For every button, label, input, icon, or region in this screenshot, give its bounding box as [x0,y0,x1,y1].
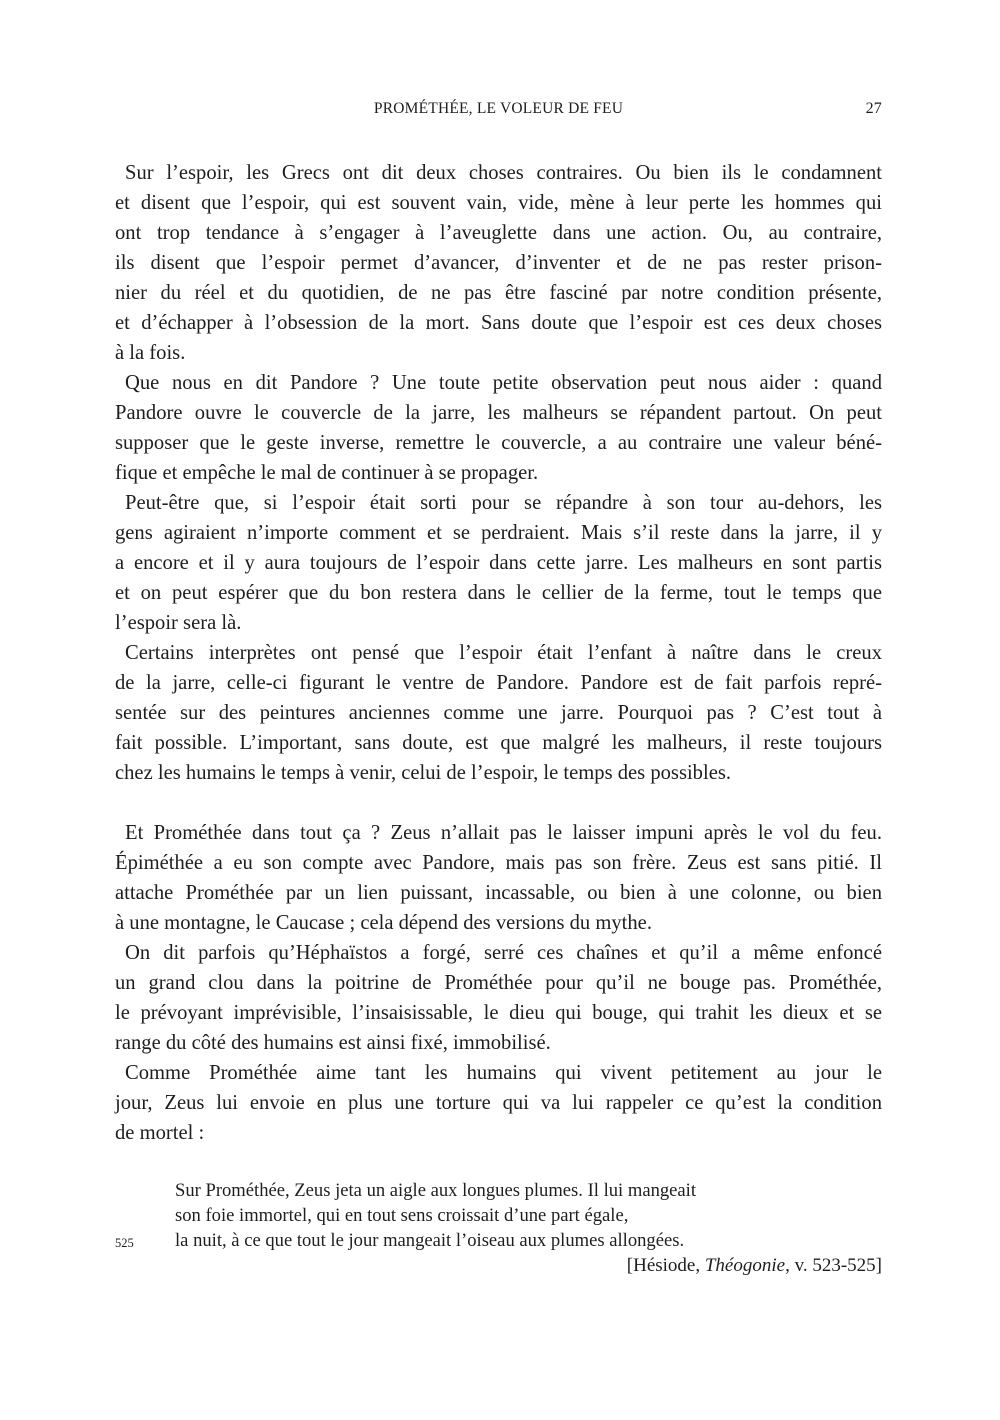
paragraph-hope-greeks [115,158,882,368]
verse-text: son foie immortel, qui en tout sens croissait d’une part égale, [175,1205,629,1226]
citation-verses: , v. 523-525] [785,1255,882,1276]
body-text [115,158,882,1278]
verse-line [115,1228,882,1253]
text-line: et on peut espérer que du bon restera dans le cellier de la ferme, tout le temps que [115,582,882,604]
citation-author: [Hésiode, [626,1255,705,1276]
text-line: Comme Prométhée aime tant les humains qui vivent petitement au jour le [125,1062,882,1084]
text-line: Certains interprètes ont pensé que l’espoir était l’enfant à naître dans le creux [125,642,882,664]
paragraph-pandore [115,368,882,488]
text-line: et disent que l’espoir, qui est souvent vain, vide, mène à leur perte les hommes qui [115,192,882,214]
running-head [115,100,882,124]
paragraph-promethee-puni [115,818,882,938]
text-line: ils disent que l’espoir permet d’avancer, d’inventer et de ne pas rester prison- [115,252,882,274]
text-line: le prévoyant imprévisible, l’insaisissable, le dieu qui bouge, qui trahit les dieux et se [115,1002,882,1024]
text-line: fique et empêche le mal de continuer à se propager. [115,462,539,484]
text-line: de mortel : [115,1122,205,1144]
text-line: supposer que le geste inverse, remettre le couvercle, a au contraire une valeur béné- [115,432,882,454]
text-line: l’espoir sera là. [115,612,242,634]
paragraph-interpretes [115,638,882,788]
verse-text: Sur Prométhée, Zeus jeta un aigle aux longues plumes. Il lui mangeait [175,1180,697,1201]
text-line: Que nous en dit Pandore ? Une toute petite observation peut nous aider : quand [125,372,882,394]
running-title: PROMÉTHÉE, LE VOLEUR DE FEU [373,100,624,117]
text-line: à la fois. [115,342,186,364]
citation [115,1253,882,1278]
text-line: ont trop tendance à s’engager à l’aveuglette dans une action. Ou, au contraire, [115,222,882,244]
text-line: Épiméthée a eu son compte avec Pandore, mais pas son frère. Zeus est sans pitié. Il [115,852,882,874]
text-line: Peut-être que, si l’espoir était sorti pour se répandre à son tour au-dehors, les [125,492,882,514]
citation-work-title: Théogonie [704,1255,786,1276]
section-break [115,788,882,818]
text-line: et d’échapper à l’obsession de la mort. Sans doute que l’espoir est ces deux choses [115,312,882,334]
paragraph-hephaistos [115,938,882,1058]
verse-text: la nuit, à ce que tout le jour mangeait l’oiseau aux plumes allongées. [175,1230,685,1251]
verse-number: 525 [115,1236,134,1250]
text-line: gens agiraient n’importe comment et se perdraient. Mais s’il reste dans la jarre, il y [115,522,882,544]
text-line: sentée sur des peintures anciennes comme une jarre. Pourquoi pas ? C’est tout à [115,702,882,724]
text-line: attache Prométhée par un lien puissant, incassable, ou bien à une colonne, ou bien [115,882,882,904]
verse-line [175,1178,882,1203]
text-line: nier du réel et du quotidien, de ne pas être fasciné par notre condition présente, [115,282,882,304]
text-line: fait possible. L’important, sans doute, est que malgré les malheurs, il reste toujours [115,732,882,754]
text-line: Pandore ouvre le couvercle de la jarre, les malheurs se répandent partout. On peut [115,402,882,424]
verse-quotation [115,1178,882,1253]
text-line: à une montagne, le Caucase ; cela dépend des versions du mythe. [115,912,652,934]
page-number: 27 [865,100,882,117]
text-line: Et Prométhée dans tout ça ? Zeus n’allait pas le laisser impuni après le vol du feu. [125,822,882,844]
text-line: un grand clou dans la poitrine de Prométhée pour qu’il ne bouge pas. Prométhée, [115,972,882,994]
quote-spacer [115,1148,882,1178]
text-line: de la jarre, celle-ci figurant le ventre de Pandore. Pandore est de fait parfois repré- [115,672,882,694]
text-line: range du côté des humains est ainsi fixé, immobilisé. [115,1032,551,1054]
verse-line [175,1203,882,1228]
paragraph-torture [115,1058,882,1148]
text-line: a encore et il y aura toujours de l’espoir dans cette jarre. Les malheurs en sont partis [115,552,882,574]
paragraph-jarre [115,488,882,638]
text-line: chez les humains le temps à venir, celui de l’espoir, le temps des possibles. [115,762,732,784]
text-line: On dit parfois qu’Héphaïstos a forgé, serré ces chaînes et qu’il a même enfoncé [125,942,882,964]
text-line: jour, Zeus lui envoie en plus une torture qui va lui rappeler ce qu’est la condition [115,1092,882,1114]
text-line: Sur l’espoir, les Grecs ont dit deux choses contraires. Ou bien ils le condamnent [125,162,882,184]
